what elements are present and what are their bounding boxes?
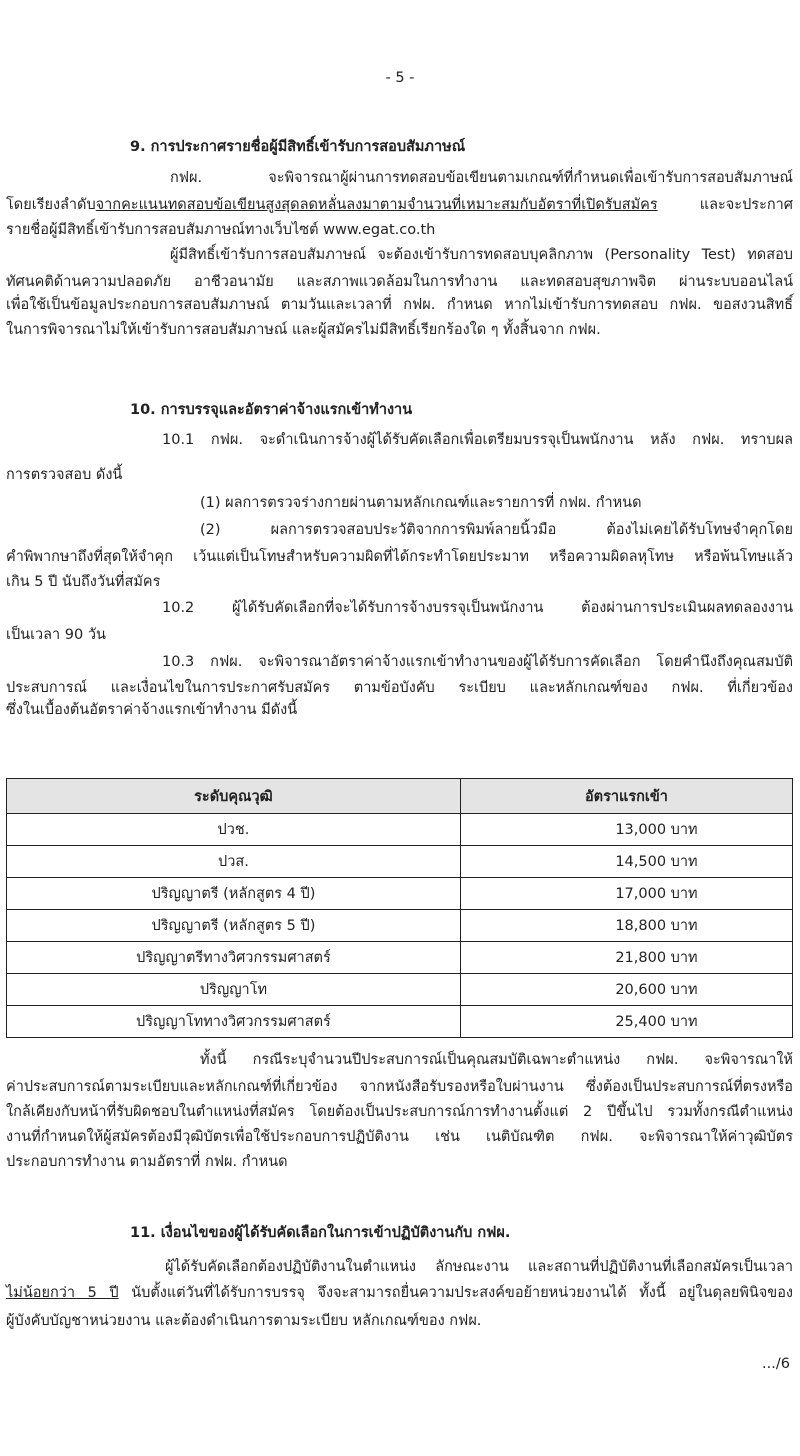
table-row: [7, 878, 793, 910]
qualification-cell: ปวช.: [7, 814, 461, 846]
qualification-cell: ปริญญาตรี (หลักสูตร 4 ปี): [7, 878, 461, 910]
s9-p2-line: ในการพิจารณาไม่ให้เข้ารับการสอบสัมภาษณ์ และผู้สมัครไม่มีสิทธิ์เรียกร้องใด ๆ ทั้งสิ้นจาก กฟผ.: [6, 322, 601, 338]
rate-cell: 14,500 บาท: [460, 846, 792, 878]
s10-item-2-line: เกิน 5 ปี นับถึงวันที่สมัคร: [6, 574, 161, 590]
s11-line-underlined: [6, 1283, 793, 1303]
s10-item-1: (1) ผลการตรวจร่างกายผ่านตามหลักเกณฑ์และรายการที่ กฟผ. กำหนด: [200, 495, 642, 511]
next-page-marker: .../6: [762, 1356, 790, 1372]
rate-cell: 21,800 บาท: [460, 942, 792, 974]
s10-1-line: 10.1 กฟผ. จะดำเนินการจ้างผู้ได้รับคัดเลือกเพื่อเตรียมบรรจุเป็นพนักงาน หลัง กฟผ. ทราบผล: [162, 432, 793, 448]
rate-cell: 18,800 บาท: [460, 910, 792, 942]
section-9-heading: 9. การประกาศรายชื่อผู้มีสิทธิ์เข้ารับการสอบสัมภาษณ์: [130, 139, 466, 155]
s10-item-2-line: คำพิพากษาถึงที่สุดให้จำคุก เว้นแต่เป็นโทษสำหรับความผิดที่ได้กระทำโดยประมาท หรือความผิดลหุโทษ หรือพ้นโทษแล้ว: [6, 549, 793, 565]
section-11-heading: 11. เงื่อนไขของผู้ได้รับคัดเลือกในการเข้าปฏิบัติงานกับ กฟผ.: [130, 1225, 511, 1241]
s9-p2-line: เพื่อใช้เป็นข้อมูลประกอบการสอบสัมภาษณ์ ตามวันและเวลาที่ กฟผ. กำหนด หากไม่เข้ารับการทดสอบ กฟผ. ขอสงวนสิทธิ์: [6, 297, 793, 313]
rate-cell: 13,000 บาท: [460, 814, 792, 846]
text: นับตั้งแต่วันที่ได้รับการบรรจุ จึงจะสามารถยื่นความประสงค์ขอย้ายหน่วยงานได้ ทั้งนี้ อยู่ในดุลยพินิจของ: [118, 1285, 793, 1301]
qualification-cell: ปริญญาตรีทางวิศวกรรมศาสตร์: [7, 942, 461, 974]
underlined-text: จากคะแนนทดสอบข้อเขียนสูงสุดลดหลั่นลงมาตามจำนวนที่เหมาะสมกับอัตราที่เปิดรับสมัคร: [95, 197, 658, 213]
rate-cell: 17,000 บาท: [460, 878, 792, 910]
s11-line: ผู้บังคับบัญชาหน่วยงาน และต้องดำเนินการตามระเบียบ หลักเกณฑ์ของ กฟผ.: [6, 1313, 482, 1329]
s10-2-line: 10.2 ผู้ได้รับคัดเลือกที่จะได้รับการจ้างบรรจุเป็นพนักงาน ต้องผ่านการประเมินผลทดลองงาน: [162, 600, 793, 616]
s10-3-line: ประสบการณ์ และเงื่อนไขในการประกาศรับสมัคร ตามข้อบังคับ ระเบียบ และหลักเกณฑ์ของ กฟผ. ที่เกี่ยวข้อง: [6, 680, 793, 696]
salary-table: [6, 778, 793, 1038]
table-row: [7, 942, 793, 974]
text: และจะประกาศ: [657, 197, 793, 213]
table-row: [7, 974, 793, 1006]
page-number: - 5 -: [385, 70, 415, 86]
qualification-cell: ปริญญาโท: [7, 974, 461, 1006]
table-row: [7, 846, 793, 878]
s10-3-line: 10.3 กฟผ. จะพิจารณาอัตราค่าจ้างแรกเข้าทำงานของผู้ได้รับการคัดเลือก โดยคำนึงถึงคุณสมบัติ: [162, 654, 793, 670]
rate-cell: 25,400 บาท: [460, 1006, 792, 1038]
s10-3-line: ซึ่งในเบื้องต้นอัตราค่าจ้างแรกเข้าทำงาน มีดังนี้: [6, 702, 298, 718]
s10-item-2: (2) ผลการตรวจสอบประวัติจากการพิมพ์ลายนิ้วมือ ต้องไม่เคยได้รับโทษจำคุกโดย: [200, 522, 793, 538]
qualification-cell: ปริญญาตรี (หลักสูตร 5 ปี): [7, 910, 461, 942]
table-row: [7, 1006, 793, 1038]
s9-p1-line-underlined: [6, 195, 793, 215]
qualification-cell: ปวส.: [7, 846, 461, 878]
s10-2-line: เป็นเวลา 90 วัน: [6, 627, 106, 643]
header-qualification: ระดับคุณวุฒิ: [7, 779, 461, 814]
s9-p1-line: กฟผ. จะพิจารณาผู้ผ่านการทดสอบข้อเขียนตามเกณฑ์ที่กำหนดเพื่อเข้ารับการสอบสัมภาษณ์: [170, 170, 793, 186]
s10-1-line: การตรวจสอบ ดังนี้: [6, 467, 123, 483]
header-starting-rate: อัตราแรกเข้า: [460, 779, 792, 814]
note-line: งานที่กำหนดให้ผู้สมัครต้องมีวุฒิบัตรเพื่อใช้ประกอบการปฏิบัติงาน เช่น เนติบัณฑิต กฟผ. จะพิจารณาให้ค่าวุฒิบัตร: [6, 1129, 793, 1145]
table-row: [7, 910, 793, 942]
table-header-row: [7, 779, 793, 814]
text: โดยเรียงลำดับ: [6, 197, 96, 213]
table-row: [7, 814, 793, 846]
rate-cell: 20,600 บาท: [460, 974, 792, 1006]
qualification-cell: ปริญญาโททางวิศวกรรมศาสตร์: [7, 1006, 461, 1038]
note-line: ค่าประสบการณ์ตามระเบียบและหลักเกณฑ์ที่เกี่ยวข้อง จากหนังสือรับรองหรือใบผ่านงาน ซึ่งต้องเป็นประสบการณ์ที่ตรงหรือ: [6, 1079, 793, 1095]
underlined-text: ไม่น้อยกว่า 5 ปี: [6, 1285, 119, 1301]
note-line: ใกล้เคียงกับหน้าที่รับผิดชอบในตำแหน่งที่สมัคร โดยต้องเป็นประสบการณ์การทำงานตั้งแต่ 2 ปีขึ้นไป รวมทั้งกรณีตำแหน่ง: [6, 1104, 793, 1120]
s9-p2-line: ผู้มีสิทธิ์เข้ารับการสอบสัมภาษณ์ จะต้องเข้ารับการทดสอบบุคลิกภาพ (Personality Test) ทดสอบ: [170, 247, 793, 263]
note-line: ทั้งนี้ กรณีระบุจำนวนปีประสบการณ์เป็นคุณสมบัติเฉพาะตำแหน่ง กฟผ. จะพิจารณาให้: [200, 1052, 793, 1068]
s11-line: ผู้ได้รับคัดเลือกต้องปฏิบัติงานในตำแหน่ง ลักษณะงาน และสถานที่ปฏิบัติงานที่เลือกสมัครเป็นเวลา: [165, 1259, 793, 1275]
s9-p2-line: ทัศนคติด้านความปลอดภัย อาชีวอนามัย และสภาพแวดล้อมในการทำงาน และทดสอบสุขภาพจิต ผ่านระบบออนไลน์: [6, 274, 793, 290]
s9-p1-line: รายชื่อผู้มีสิทธิ์เข้ารับการสอบสัมภาษณ์ทางเว็บไซต์ www.egat.co.th: [6, 222, 436, 238]
section-10-heading: 10. การบรรจุและอัตราค่าจ้างแรกเข้าทำงาน: [130, 402, 413, 418]
note-line: ประกอบการทำงาน ตามอัตราที่ กฟผ. กำหนด: [6, 1154, 288, 1170]
